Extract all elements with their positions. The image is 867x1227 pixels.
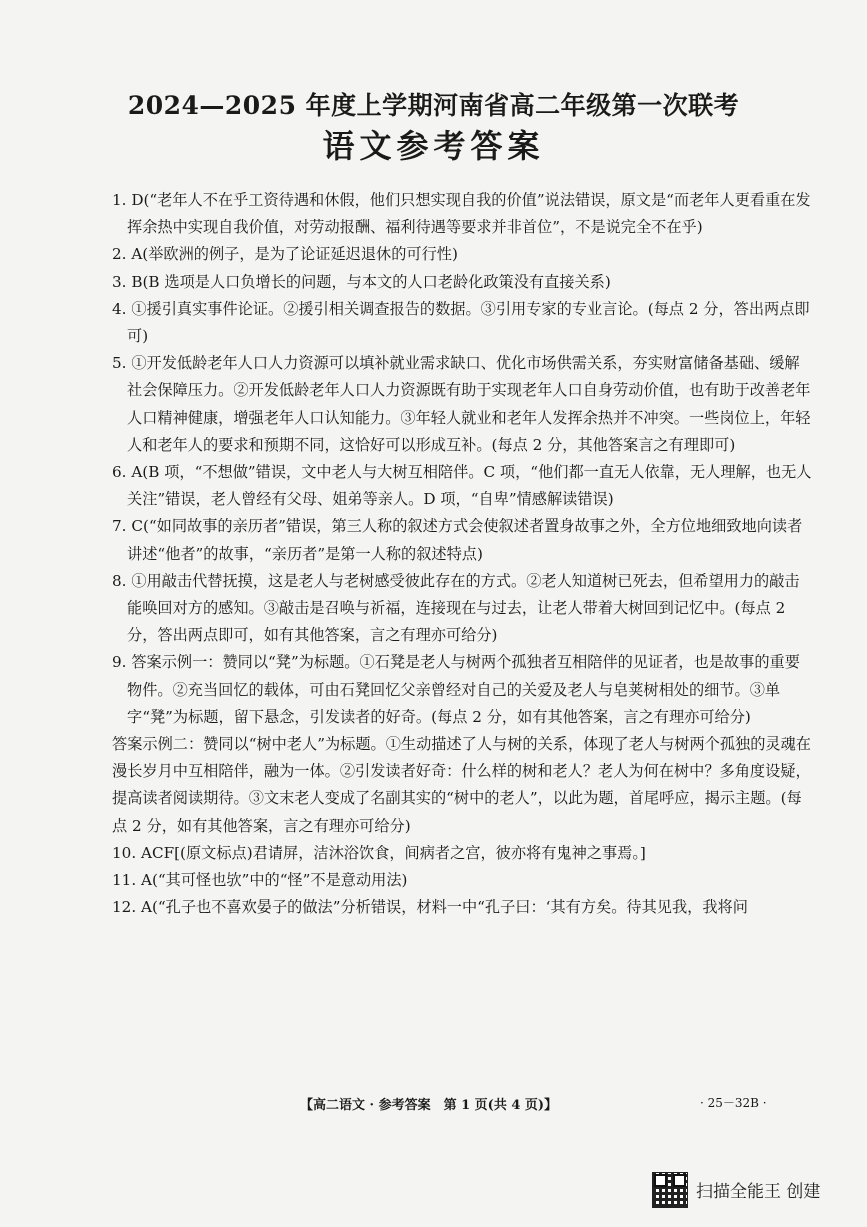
answer-item [112, 513, 812, 567]
answer-text: 6. A(B 项，“不想做”错误，文中老人与大树互相陪伴。C 项，“他们都一直无人依靠，无人理解，也无人关注”错误，老人曾经有父母、姐弟等亲人。D 项，“自卑”情感解读错误) [112, 463, 812, 509]
document-subtitle: 语文参考答案 [322, 127, 545, 165]
answer-item [112, 731, 812, 840]
answer-item [112, 649, 812, 731]
footer-code: · 25－32B · [700, 1096, 767, 1110]
answer-text: 8. ①用敲击代替抚摸，这是老人与老树感受彼此存在的方式。②老人知道树已死去，但希望用力的敲击能唤回对方的感知。③敲击是召唤与祈福，连接现在与过去，让老人带着大树回到记忆中。(每点 2 分，答出两点即可，如有其他答案，言之有理亦可给分) [112, 571, 800, 645]
answer-text: 1. D(“老年人不在乎工资待遇和休假，他们只想实现自我的价值”说法错误，原文是“而老年人更看重在发挥余热中实现自我价值，对劳动报酬、福利待遇等要求并非首位”，不是说完全不在乎) [112, 191, 811, 237]
answer-text: 4. ①援引真实事件论证。②援引相关调查报告的数据。③引用专家的专业言论。(每点 2 分，答出两点即可) [112, 299, 810, 346]
footer-page-info: 【高二语文 · 参考答案 第 1 页(共 4 页)】 [300, 1098, 558, 1113]
answer-text: 5. ①开发低龄老年人口人力资源可以填补就业需求缺口、优化市场供需关系，夯实财富储备基础、缓解社会保障压力。②开发低龄老年人口人力资源既有助于实现老年人口自身劳动价值，也有助于改善老年人口精神健康，增强老年人口认知能力。③年轻人就业和老年人发挥余热并不冲突。一些岗位上，年轻人和老年人的要求和预期不同，这恰好可以形成互补。(每点 2 分，其他答案言之有理即可) [112, 354, 811, 454]
answer-item [112, 296, 812, 350]
answer-item [112, 350, 812, 459]
answer-text: 12. A(“孔子也不喜欢晏子的做法”分析错误，材料一中“孔子曰：‘其有方矣。待其见我，我将问 [112, 898, 748, 917]
answer-list [112, 187, 812, 921]
qr-code-icon [652, 1172, 688, 1208]
answer-text: 7. C(“如同故事的亲历者”错误，第三人称的叙述方式会使叙述者置身故事之外，全方位地细致地向读者讲述“他者”的故事，“亲历者”是第一人称的叙述特点) [112, 517, 803, 563]
answer-item [112, 241, 812, 268]
answer-item [112, 840, 812, 867]
answer-item [112, 459, 812, 513]
answer-item [112, 568, 812, 650]
answer-text: 10. ACF[(原文标点)君请屏，洁沐浴饮食，间病者之宫，彼亦将有鬼神之事焉。] [112, 843, 646, 862]
answer-text: 3. B(B 选项是人口负增长的问题，与本文的人口老龄化政策没有直接关系) [112, 272, 611, 291]
scanner-watermark [652, 1172, 852, 1208]
watermark-text: 扫描全能王 创建 [696, 1182, 821, 1202]
answer-text: 2. A(举欧洲的例子，是为了论证延迟退休的可行性) [112, 245, 458, 264]
answer-item [112, 867, 812, 894]
document-title: 2024—2025 年度上学期河南省高二年级第一次联考 [127, 91, 740, 120]
answer-item [112, 187, 812, 241]
answer-item [112, 269, 812, 296]
answer-text: 11. A(“其可怪也欤”中的“怪”不是意动用法) [112, 871, 408, 890]
answer-text: 9. 答案示例一：赞同以“凳”为标题。①石凳是老人与树两个孤独者互相陪伴的见证者，也是故事的重要物件。②充当回忆的载体，可由石凳回忆父亲曾经对自己的关爱及老人与皂荚树相处的细节。③单字“凳”为标题，留下悬念，引发读者的好奇。(每点 2 分，如有其他答案，言之有理亦可给分) [112, 653, 800, 726]
page-footer [0, 1094, 867, 1118]
answer-item [112, 894, 812, 921]
answer-text: 答案示例二：赞同以“树中老人”为标题。①生动描述了人与树的关系，体现了老人与树两个孤独的灵魂在漫长岁月中互相陪伴，融为一体。②引发读者好奇：什么样的树和老人？老人为何在树中？多角度设疑，提高读者阅读期待。③文末老人变成了名副其实的“树中的老人”，以此为题，首尾呼应，揭示主题。(每点 2 分，如有其他答案，言之有理亦可给分) [112, 735, 811, 835]
